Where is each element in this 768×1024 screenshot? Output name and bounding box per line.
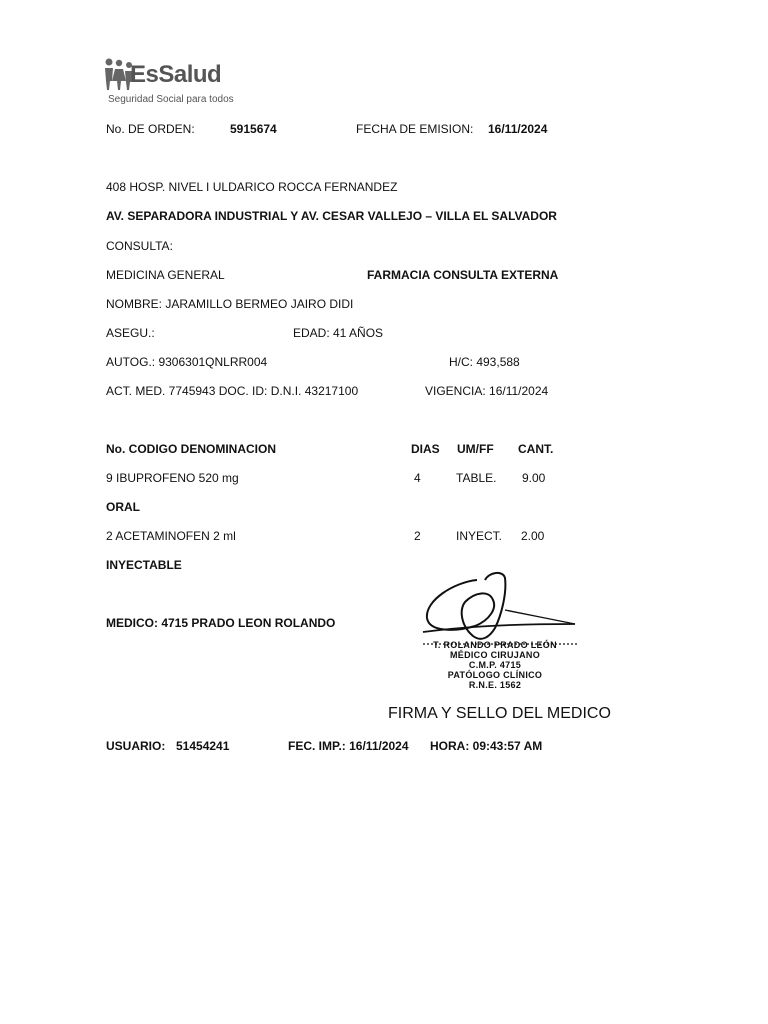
table-row-umff: TABLE. <box>456 471 497 485</box>
stamp-line: MÉDICO CIRUJANO <box>449 650 540 660</box>
table-row-dias: 4 <box>414 471 421 485</box>
table-row-via: INYECTABLE <box>106 558 182 572</box>
table-row-via: ORAL <box>106 500 140 514</box>
especialidad: MEDICINA GENERAL <box>106 268 225 282</box>
medico-stamp <box>410 640 580 690</box>
table-header-denominacion: No. CODIGO DENOMINACION <box>106 442 276 456</box>
orden-value: 5915674 <box>230 122 277 136</box>
fec-imp: FEC. IMP.: 16/11/2024 <box>288 739 409 753</box>
table-header-umff: UM/FF <box>457 442 494 456</box>
hospital-name: 408 HOSP. NIVEL I ULDARICO ROCCA FERNANDEZ <box>106 180 398 194</box>
logo-tagline: Seguridad Social para todos <box>108 94 234 105</box>
essalud-logo <box>104 55 254 110</box>
act-med: ACT. MED. 7745943 DOC. ID: D.N.I. 43217100 <box>106 384 359 398</box>
table-header-dias: DIAS <box>411 442 440 456</box>
usuario-value: 51454241 <box>176 739 230 753</box>
logo-brand: EsSalud <box>130 61 222 88</box>
usuario-label: USUARIO: <box>106 739 166 753</box>
asegurado: ASEGU.: <box>106 326 155 340</box>
table-header-cant: CANT. <box>518 442 554 456</box>
signature-icon <box>415 570 585 650</box>
patient-name: NOMBRE: JARAMILLO BERMEO JAIRO DIDI <box>106 297 354 311</box>
table-row-umff: INYECT. <box>456 529 503 543</box>
firma-label: FIRMA Y SELLO DEL MEDICO <box>388 705 611 722</box>
medico: MEDICO: 4715 PRADO LEON ROLANDO <box>106 616 336 630</box>
consulta-label: CONSULTA: <box>106 239 173 253</box>
orden-label: No. DE ORDEN: <box>106 122 195 136</box>
emision-label: FECHA DE EMISION: <box>356 122 474 136</box>
table-row-dias: 2 <box>414 529 421 543</box>
hora: HORA: 09:43:57 AM <box>430 739 543 753</box>
table-row-desc: 2 ACETAMINOFEN 2 ml <box>106 529 236 543</box>
autogenerado: AUTOG.: 9306301QNLRR004 <box>106 355 268 369</box>
farmacia: FARMACIA CONSULTA EXTERNA <box>367 268 559 282</box>
historia-clinica: H/C: 493,588 <box>449 355 520 369</box>
patient-age: EDAD: 41 AÑOS <box>293 326 384 340</box>
hospital-address: AV. SEPARADORA INDUSTRIAL Y AV. CESAR VALLEJO – VILLA EL SALVADOR <box>106 209 557 223</box>
stamp-line: R.N.E. 1562 <box>468 680 522 690</box>
table-row-desc: 9 IBUPROFENO 520 mg <box>106 471 239 485</box>
emision-value: 16/11/2024 <box>488 122 548 136</box>
table-row-cant: 2.00 <box>521 529 545 543</box>
stamp-line: PATÓLOGO CLÍNICO <box>447 670 543 680</box>
vigencia: VIGENCIA: 16/11/2024 <box>425 384 549 398</box>
table-row-cant: 9.00 <box>522 471 546 485</box>
stamp-line: T. ROLANDO PRADO LEÓN <box>433 640 557 650</box>
stamp-line: C.M.P. 4715 <box>468 660 522 670</box>
